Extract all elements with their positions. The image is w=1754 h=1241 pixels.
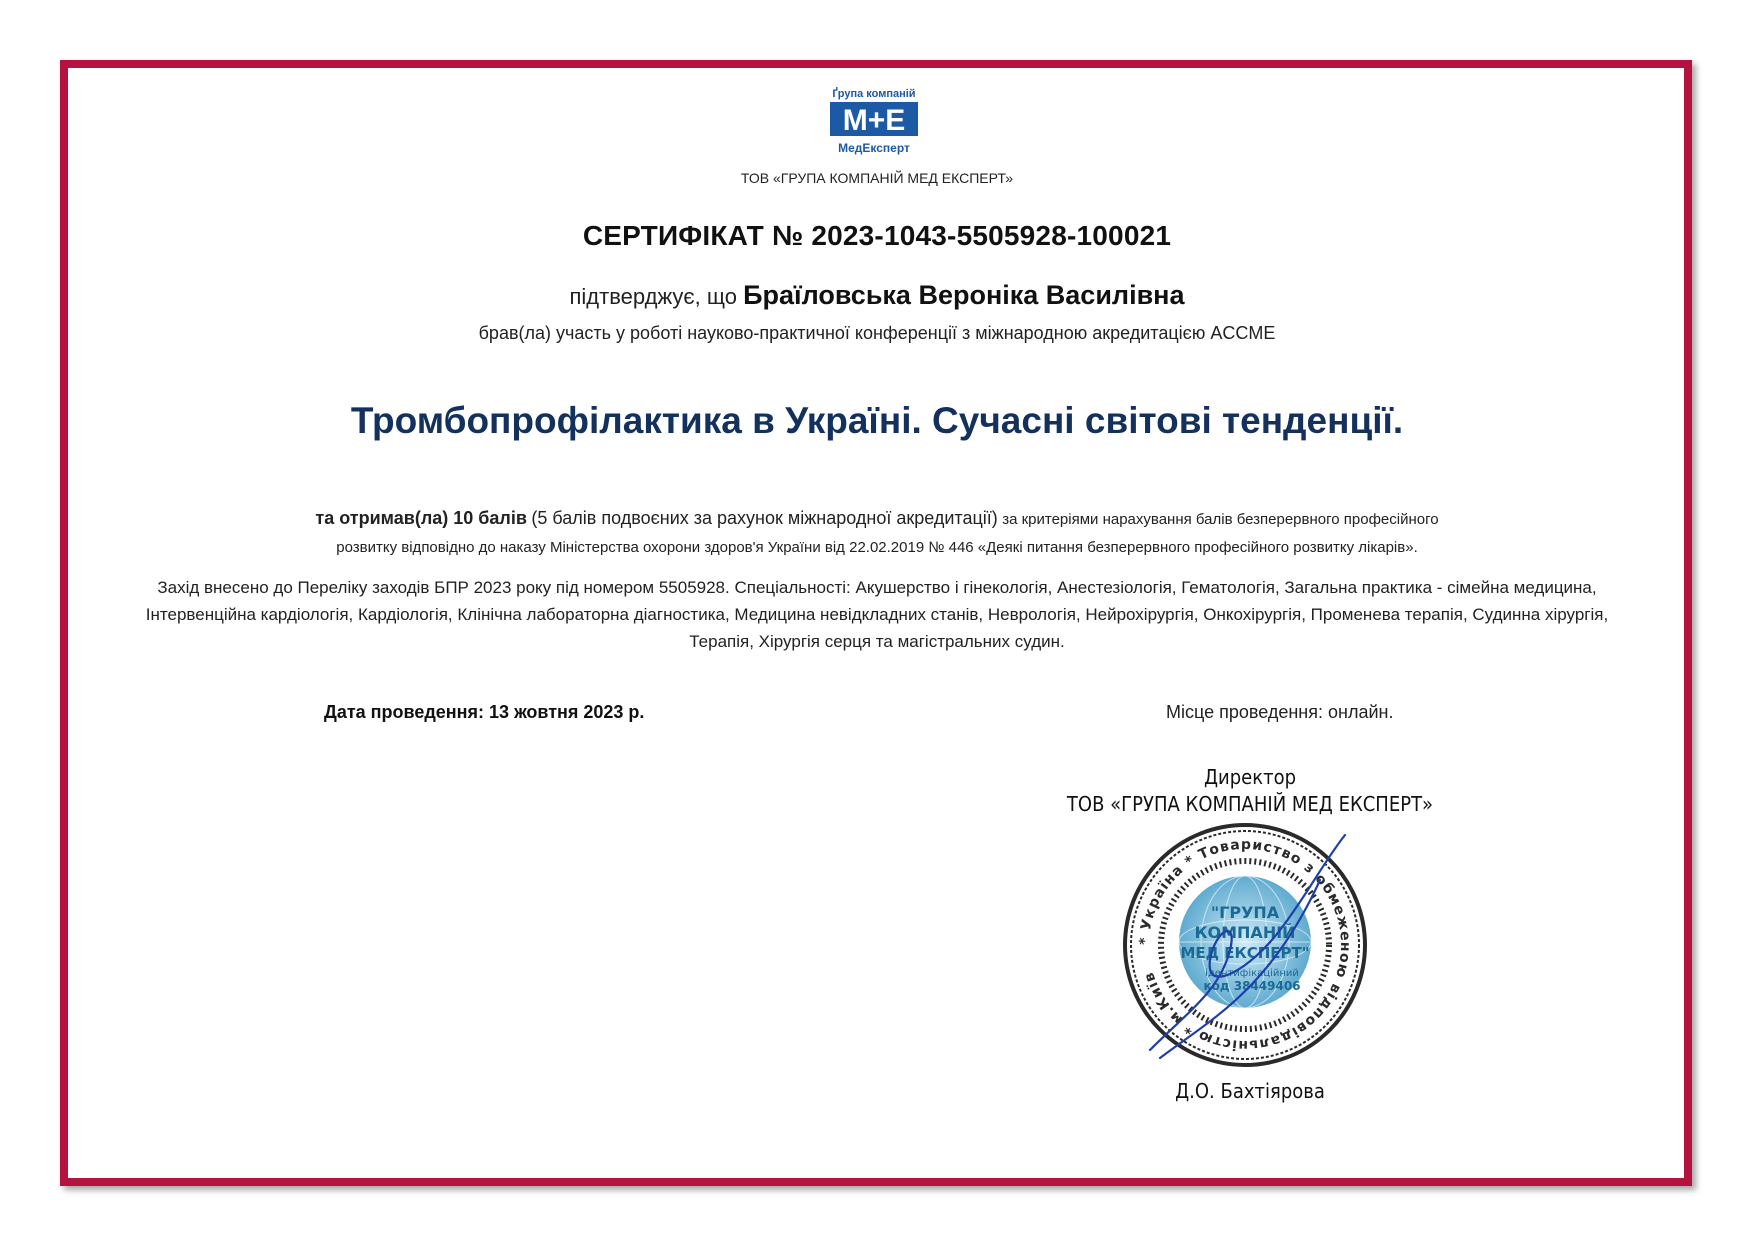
- confirms-line: [0, 280, 1754, 311]
- stamp-id-label: ідентифікаційний: [1205, 968, 1299, 979]
- director-title: Директор: [1203, 765, 1297, 789]
- company-line: ТОВ «ГРУПА КОМПАНІЙ МЕД ЕКСПЕРТ»: [740, 170, 1014, 186]
- company-stamp: [1120, 820, 1370, 1070]
- director-block: [1025, 764, 1475, 818]
- points-bold: та отримав(ла) 10 балів: [315, 508, 527, 528]
- stamp-center-line-1: "ГРУПА: [1210, 903, 1280, 922]
- points-line-1: [0, 504, 1754, 534]
- logo-bottom-text: МедЕксперт: [838, 141, 910, 155]
- director-org: ТОВ «ГРУПА КОМПАНІЙ МЕД ЕКСПЕРТ»: [1066, 792, 1434, 816]
- stamp-code: код 38449406: [1203, 979, 1301, 993]
- registry-text: Захід внесено до Переліку заходів БПР 2023 року під номером 5505928. Спеціальності: Акушерство і гінекологія, Анестезіологія, Гематологія, Загальна практика - сімейна медицина, Інтервенційна кардіологія, Кардіологія, Клінічна лабораторна діагностика, Медицина невідкладних станів, Неврологія, Нейрохірургія, Онкохірургія, Променева терапія, Судинна хірургія, Терапія, Хірургія серця та магістральних судин.: [145, 578, 1609, 651]
- person-name: Браїловська Вероніка Василівна: [743, 280, 1185, 310]
- participation-text: брав(ла) участь у роботі науково-практичної конференції з міжнародною акредитацією ACCME: [478, 323, 1276, 343]
- points-rest: за критеріями нарахування балів безперервного професійного: [1002, 511, 1439, 528]
- event-place: Місце проведення: онлайн.: [1166, 702, 1394, 722]
- stamp-ring-textpath: * Україна * Товариство з обмеженою відповідальністю * м.Київ: [1136, 836, 1354, 1054]
- stamp-center-line-3: МЕД ЕКСПЕРТ": [1180, 944, 1310, 962]
- medexpert-logo: [820, 86, 928, 158]
- points-text: [0, 504, 1754, 562]
- event-date: Дата проведення: 13 жовтня 2023 р.: [324, 702, 645, 722]
- signer-name: Д.О. Бахтіярова: [1175, 1079, 1325, 1103]
- event-title: Тромбопрофілактика в Україні. Сучасні світові тенденції.: [350, 400, 1404, 441]
- points-middle: (5 балів подвоєних за рахунок міжнародної акредитації): [531, 508, 998, 528]
- logo-top-text: Ґрупа компаній: [832, 88, 916, 100]
- stamp-center-line-2: КОМПАНІЙ: [1194, 923, 1296, 942]
- confirms-prefix: підтверджує, що: [569, 284, 737, 309]
- points-line-2: розвитку відповідно до наказу Міністерства охорони здоров'я України від 22.02.2019 № 446 «Деякі питання безперервного професійного розвитку лікарів».: [336, 539, 1418, 556]
- logo-mark-text: М+Е: [842, 104, 906, 137]
- certificate-title: СЕРТИФІКАТ № 2023-1043-5505928-100021: [582, 220, 1172, 251]
